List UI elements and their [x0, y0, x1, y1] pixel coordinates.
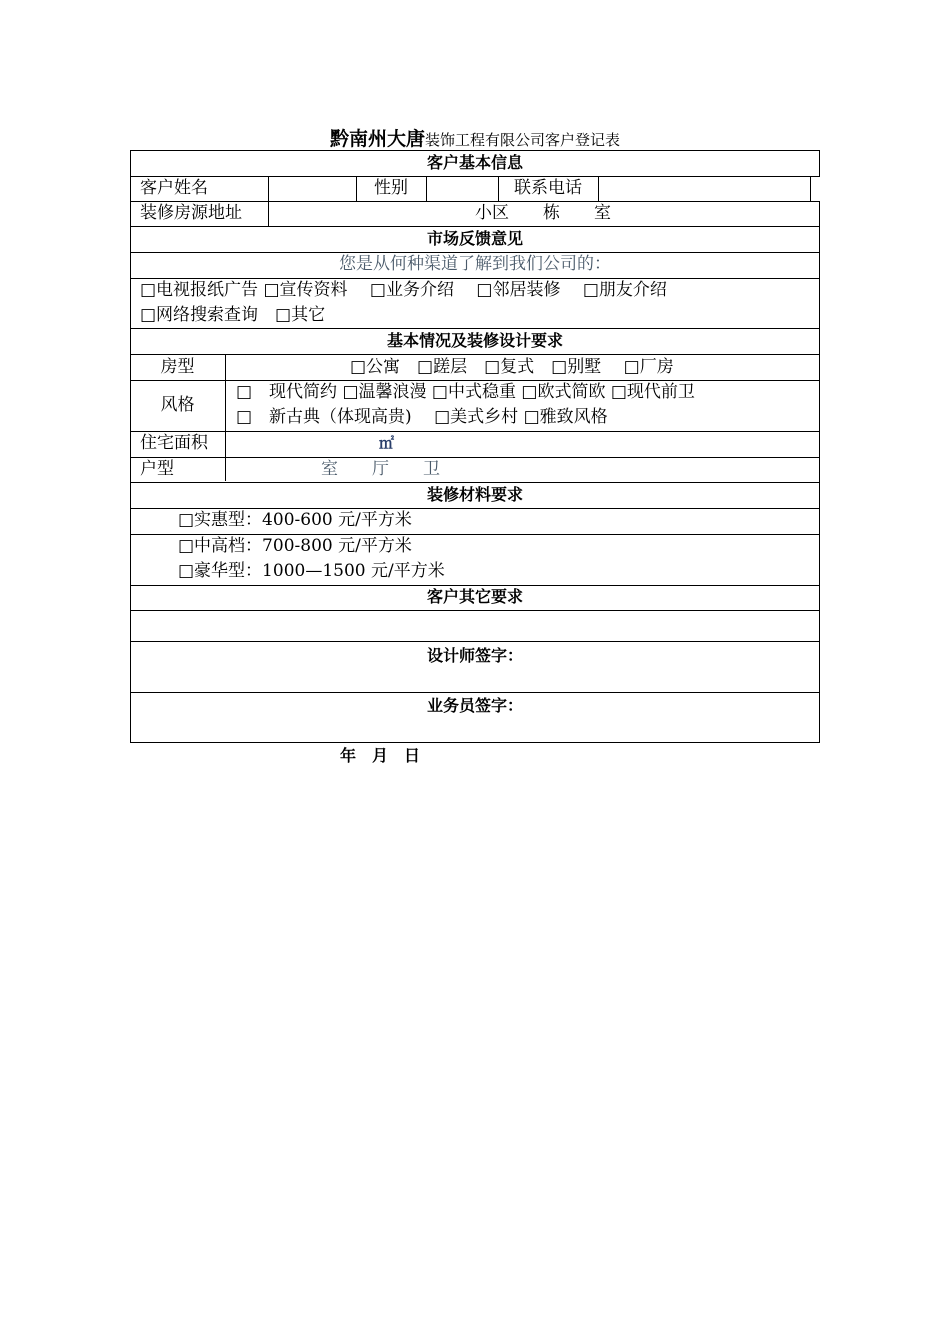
phone-field[interactable] — [599, 177, 809, 201]
title-form-name: 装饰工程有限公司客户登记表 — [425, 131, 621, 149]
gender-field[interactable] — [427, 177, 497, 201]
material-option-mid-high[interactable]: □中高档：700-800 元/平方米 — [178, 536, 412, 556]
customer-name-field[interactable] — [269, 177, 355, 201]
layout-label: 户型 — [140, 459, 174, 479]
channel-options-line1[interactable]: □电视报纸广告 □宣传资料 □业务介绍 □邻居装修 □朋友介绍 — [140, 280, 667, 300]
section-requirements: 基本情况及装修设计要求 — [386, 331, 563, 350]
gender-label: 性别 — [374, 178, 408, 198]
other-requirements-field[interactable] — [131, 611, 818, 640]
customer-name-label: 客户姓名 — [140, 178, 208, 198]
material-option-economy[interactable]: □实惠型：400-600 元/平方米 — [178, 510, 412, 530]
address-units[interactable]: 小区 栋 室 — [475, 203, 611, 223]
section-materials: 装修材料要求 — [426, 485, 523, 504]
phone-label: 联系电话 — [514, 178, 582, 198]
registration-table — [130, 150, 820, 743]
style-options-line2[interactable]: □ 新古典（体现高贵) □美式乡村 □雅致风格 — [236, 407, 608, 427]
designer-signature-label: 设计师签字： — [426, 646, 523, 665]
house-type-label: 房型 — [160, 357, 195, 377]
area-unit: ㎡ — [379, 434, 395, 452]
section-other-requirements: 客户其它要求 — [426, 587, 523, 606]
area-label: 住宅面积 — [140, 433, 208, 453]
house-type-options[interactable]: □公寓 □蹉层 □复式 □别墅 □厂房 — [350, 357, 674, 377]
style-options-line1[interactable]: □ 现代简约 □温馨浪漫 □中式稳重 □欧式简欧 □现代前卫 — [236, 382, 695, 402]
date-line: 年 月 日 — [340, 746, 421, 765]
page-title — [130, 124, 820, 151]
section-market-feedback: 市场反馈意见 — [426, 229, 523, 248]
salesperson-signature-label: 业务员签字： — [426, 696, 523, 715]
material-option-luxury[interactable]: □豪华型：1000—1500 元/平方米 — [178, 561, 445, 581]
layout-units[interactable]: 室 厅 卫 — [321, 459, 440, 479]
section-basic-info: 客户基本信息 — [426, 153, 523, 172]
channel-options-line2[interactable]: □网络搜索查询 □其它 — [140, 305, 326, 325]
channel-question: 您是从何种渠道了解到我们公司的： — [339, 254, 611, 274]
style-label: 风格 — [160, 395, 195, 415]
address-label: 装修房源地址 — [140, 203, 242, 223]
title-company: 黔南州大唐 — [329, 128, 425, 150]
